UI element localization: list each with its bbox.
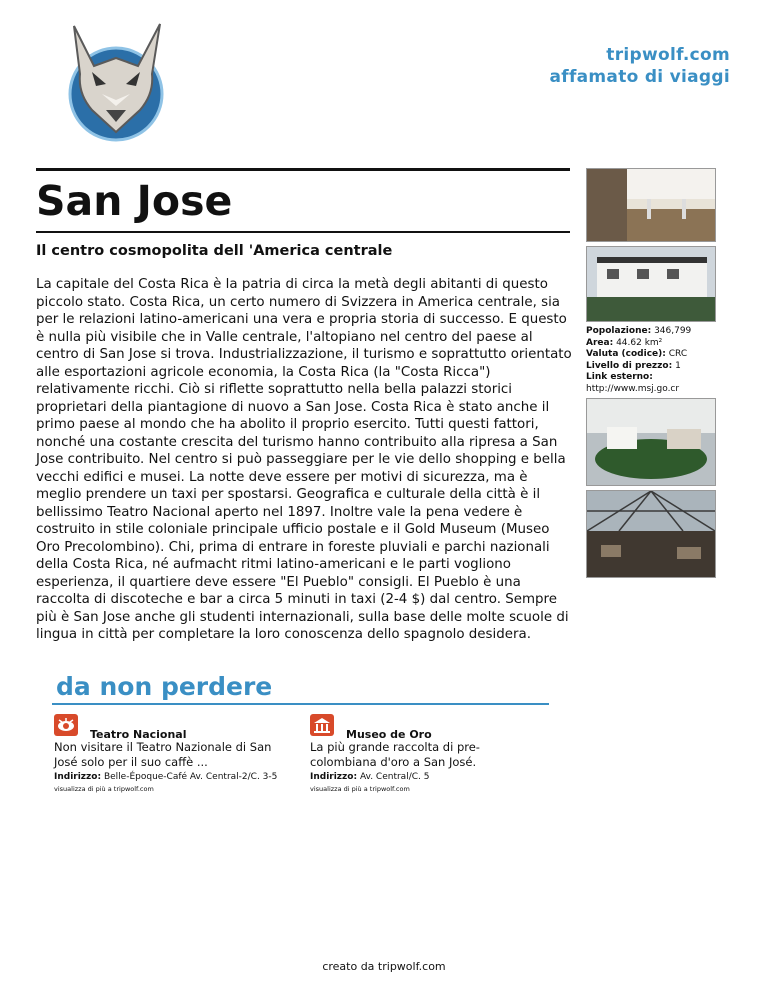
brand-name: tripwolf.com xyxy=(606,45,730,65)
page-footer: creato da tripwolf.com xyxy=(322,960,446,973)
brand-tagline xyxy=(549,44,730,88)
poi-name: Museo de Oro xyxy=(346,728,432,741)
poi-address: Indirizzo: Belle-Époque-Café Av. Central-2/C. 3-5 xyxy=(54,772,278,782)
title-rule-bottom xyxy=(36,231,570,233)
section-rule xyxy=(52,703,549,705)
title-rule-top xyxy=(36,168,570,171)
poi-description: Non visitare il Teatro Nazionale di San José solo per il suo caffè ... xyxy=(54,740,272,769)
poi-name: Teatro Nacional xyxy=(90,728,187,741)
photo-glass-roof-terrace xyxy=(586,490,716,578)
page-subtitle: Il centro cosmopolita dell 'America centrale xyxy=(36,243,393,259)
poi-more-link[interactable]: visualizza di più a tripwolf.com xyxy=(54,785,154,793)
fact-area: Area: 44.62 km² xyxy=(586,337,663,348)
photo-garden-pool xyxy=(586,398,716,486)
poi-address: Indirizzo: Av. Central/C. 5 xyxy=(310,772,430,782)
wolf-globe-logo-icon xyxy=(44,14,182,146)
poi-description: La più grande raccolta di pre-colombiana d'oro a San José. xyxy=(310,740,480,769)
sightseeing-eye-icon xyxy=(54,714,78,736)
page-title: San Jose xyxy=(36,177,233,225)
fact-currency: Valuta (codice): CRC xyxy=(586,349,688,359)
section-title: da non perdere xyxy=(56,672,273,701)
fact-population: Popolazione: 346,799 xyxy=(586,326,692,336)
poi-more-link[interactable]: visualizza di più a tripwolf.com xyxy=(310,785,410,793)
body-paragraph: La capitale del Costa Rica è la patria di circa la metà degli abitanti di questo piccolo stato. Costa Rica, un certo numero di Svizzera in America centrale, sia per le relazioni latino-americani una vera e propria storia di successo. E questo è nulla più visibile che in Valle centrale, l'altopiano nel centro del paese al centro di San Jose si trova. Industrializzazione, il turismo e soprattutto orientato alle esportazioni agricole economia, la Costa Rica (la "Costa Ricca") relativamente ricchi. Ciò si riflette soprattutto nella bella palazzi storici proprietari della piantagione di nuovo a San Jose. Costa Rica è stato anche il primo paese al mondo che ha abolito il proprio esercito. Tutti questi fattori, nonché una costante crescita del turismo hanno contribuito alla ripresa a San Jose contribuito. Nel centro si può passeggiare per le vie dello shopping e bella vecchi edifici e musei. La notte deve essere per motivi di sicurezza, ma è meglio prendere un taxi per spostarsi. Geografica e culturale della città è il bellissimo Teatro Nacional aperto nel 1897. Inoltre vale la pena vedere è costruito in stile coloniale principale ufficio postale e il Gold Museum (Museo Oro Precolombino). Chi, prima di entrare in foreste pluviali e parchi nazionali della Costa Rica, né aufmacht ritmi latino-americani e le parti vogliono esperienza, il quartiere deve essere "El Pueblo" consigli. El Pueblo è una raccolta di discoteche e bar a circa 5 minuti in taxi (2-4 $) dal centro. Sempre più è San Jose anche gli studenti internazionali, sulla base delle molte scuole di lingua in città per completare la loro conoscenza dello spagnolo desidera. xyxy=(36,277,572,642)
photo-hotel-building xyxy=(586,246,716,322)
brand-slogan: affamato di viaggi xyxy=(549,67,730,87)
photo-courtyard xyxy=(586,168,716,242)
city-facts xyxy=(586,326,726,395)
tripwolf-logo xyxy=(44,14,182,146)
fact-external-link[interactable]: Link esterno: http://www.msj.go.cr xyxy=(586,372,680,394)
museum-icon xyxy=(310,714,334,736)
fact-price-level: Livello di prezzo: 1 xyxy=(586,360,681,371)
